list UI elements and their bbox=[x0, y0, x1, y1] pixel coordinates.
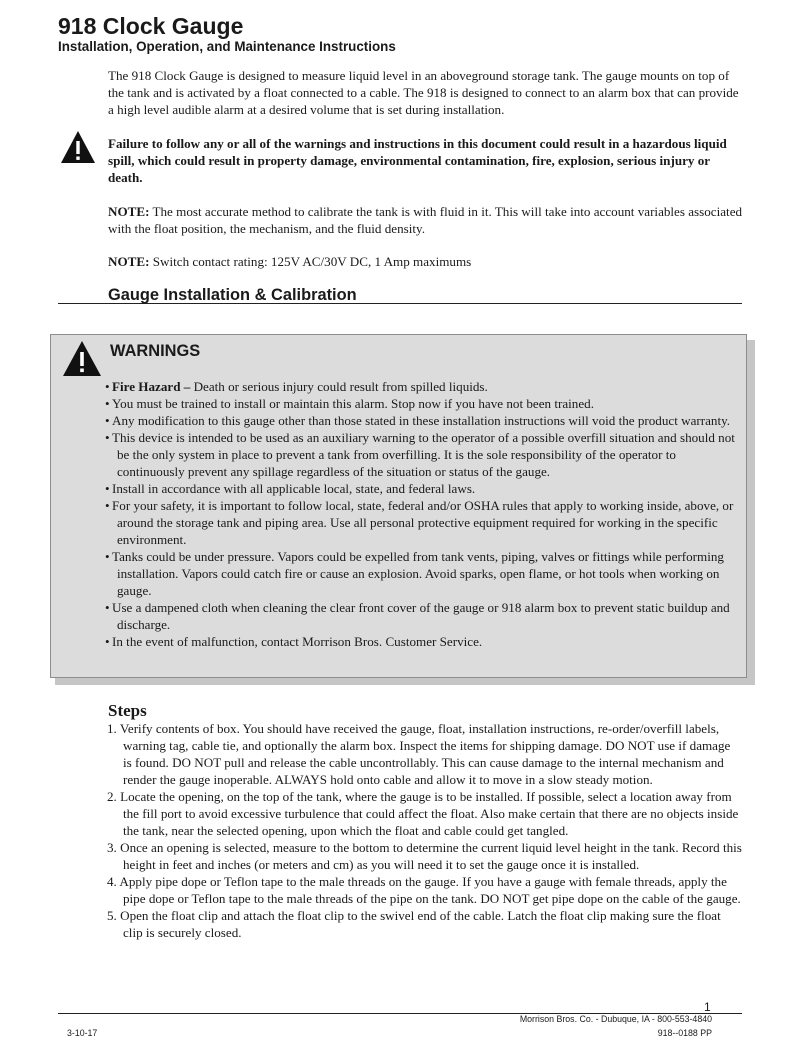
step-number: 4. bbox=[107, 874, 117, 889]
document-title: 918 Clock Gauge bbox=[58, 13, 244, 39]
warning-item-fire-hazard bbox=[105, 378, 745, 395]
step-text: Once an opening is selected, measure to the bottom to determine the current liquid level height in the tank. Record this height in feet and inches (or meters and cm) as you will need it to set the gauge once it is installed. bbox=[120, 840, 742, 872]
warning-item bbox=[105, 548, 745, 599]
step-item bbox=[107, 873, 742, 907]
warning-triangle-icon bbox=[60, 130, 96, 164]
document-subtitle: Installation, Operation, and Maintenance Instructions bbox=[58, 39, 396, 54]
warning-item-text: Any modification to this gauge other than those stated in these installation instructions will void the product warranty. bbox=[112, 413, 731, 428]
warning-item bbox=[105, 480, 745, 497]
footer-date: 3-10-17 bbox=[67, 1028, 98, 1038]
warning-item bbox=[105, 633, 745, 650]
step-text: Verify contents of box. You should have received the gauge, float, installation instructions, re-order/overfill labels, warning tag, cable tie, and optionally the alarm box. Inspect the items for shipping damage. DO NOT use if damage is found. DO NOT pull and release the cable uncontrollably. This can cause damage to the internal mechanism and render the gauge inoperable. ALWAYS hold onto cable and allow it to move in a slow steady motion. bbox=[119, 721, 731, 787]
step-item bbox=[107, 907, 742, 941]
step-text: Open the float clip and attach the float clip to the swivel end of the cable. Latch the float clip making sure the float clip is securely closed. bbox=[120, 908, 721, 940]
warning-item bbox=[105, 497, 745, 548]
warning-item bbox=[105, 395, 745, 412]
intro-paragraph: The 918 Clock Gauge is designed to measure liquid level in an aboveground storage tank. The gauge mounts on top of the tank and is activated by a float connected to a cable. The 918 is designed to connect to an alarm box that can provide a high level audible alarm at a desired volume that is set during installation. bbox=[108, 68, 739, 117]
steps-list bbox=[107, 720, 742, 941]
warning-item-text: Use a dampened cloth when cleaning the clear front cover of the gauge or 918 alarm box to prevent static buildup and discharge. bbox=[112, 600, 730, 632]
warning-item-text: For your safety, it is important to follow local, state, federal and/or OSHA rules that apply to working inside, above, or around the storage tank and piping area. Use all personal protective equipment required for working in the specific environment. bbox=[112, 498, 734, 547]
warning-item-text: This device is intended to be used as an auxiliary warning to the operator of a possible overfill situation and should not be the only system in place to prevent a tank from overfilling. It is the sole responsibility of the operator to continuously prevent any spillage regardless of the situation or status of the gauge. bbox=[112, 430, 735, 479]
warning-item bbox=[105, 412, 745, 429]
note-switch-rating bbox=[108, 253, 743, 270]
step-text: Locate the opening, on the top of the tank, where the gauge is to be installed. If possible, select a location away from the fill port to avoid excessive turbulence that could affect the float. Also make certain that there are no objects inside the tank, near the selected opening, upon which the float and cable could get tangled. bbox=[120, 789, 739, 838]
step-item bbox=[107, 720, 742, 788]
footer-company: Morrison Bros. Co. - Dubuque, IA - 800-553-4840 bbox=[519, 1014, 712, 1024]
step-number: 2. bbox=[107, 789, 117, 804]
warning-item bbox=[105, 599, 745, 633]
warning-item-text: Tanks could be under pressure. Vapors could be expelled from tank vents, piping, valves or fittings while performing installation. Vapors could catch fire or cause an explosion. Avoid sparks, open flame, or hot tools when working on gauge. bbox=[112, 549, 724, 598]
step-number: 1. bbox=[107, 721, 117, 736]
warning-triangle-icon bbox=[62, 340, 102, 377]
note-text: Switch contact rating: 125V AC/30V DC, 1 Amp maximums bbox=[152, 254, 472, 269]
warnings-list bbox=[105, 378, 745, 650]
note-text: The most accurate method to calibrate the tank is with fluid in it. This will take into account variables associated with the float position, the mechanism, and the fluid density. bbox=[108, 204, 743, 236]
step-number: 3. bbox=[107, 840, 117, 855]
note-calibration bbox=[108, 203, 743, 237]
note-label: NOTE: bbox=[108, 204, 150, 219]
warning-item-text: Install in accordance with all applicable local, state, and federal laws. bbox=[112, 481, 476, 496]
warning-item-text: You must be trained to install or maintain this alarm. Stop now if you have not been trained. bbox=[112, 396, 594, 411]
steps-heading: Steps bbox=[108, 701, 147, 720]
warning-item-text: Death or serious injury could result from spilled liquids. bbox=[193, 379, 488, 394]
warning-item bbox=[105, 429, 745, 480]
section-heading-rule bbox=[58, 286, 742, 304]
warning-item-text: In the event of malfunction, contact Morrison Bros. Customer Service. bbox=[112, 634, 483, 649]
section-heading: Gauge Installation & Calibration bbox=[108, 286, 357, 304]
warnings-box bbox=[50, 334, 747, 678]
warnings-box-title: WARNINGS bbox=[110, 342, 201, 360]
step-item bbox=[107, 839, 742, 873]
step-item bbox=[107, 788, 742, 839]
note-label: NOTE: bbox=[108, 254, 150, 269]
page-number: 1 bbox=[704, 1000, 711, 1014]
step-text: Apply pipe dope or Teflon tape to the male threads on the gauge. If you have a gauge with female threads, apply the pipe dope or Teflon tape to the male threads of the pipe on the tank. DO NOT get pipe dope on the cable of the gauge. bbox=[119, 874, 741, 906]
step-number: 5. bbox=[107, 908, 117, 923]
warning-item-bold: Fire Hazard – bbox=[112, 379, 191, 394]
footer-doc-code: 918--0188 PP bbox=[657, 1028, 712, 1038]
hazard-warning-paragraph: Failure to follow any or all of the warnings and instructions in this document could result in a hazardous liquid spill, which could result in property damage, environmental contamination, fire, explosion, serious injury or death. bbox=[108, 136, 727, 185]
